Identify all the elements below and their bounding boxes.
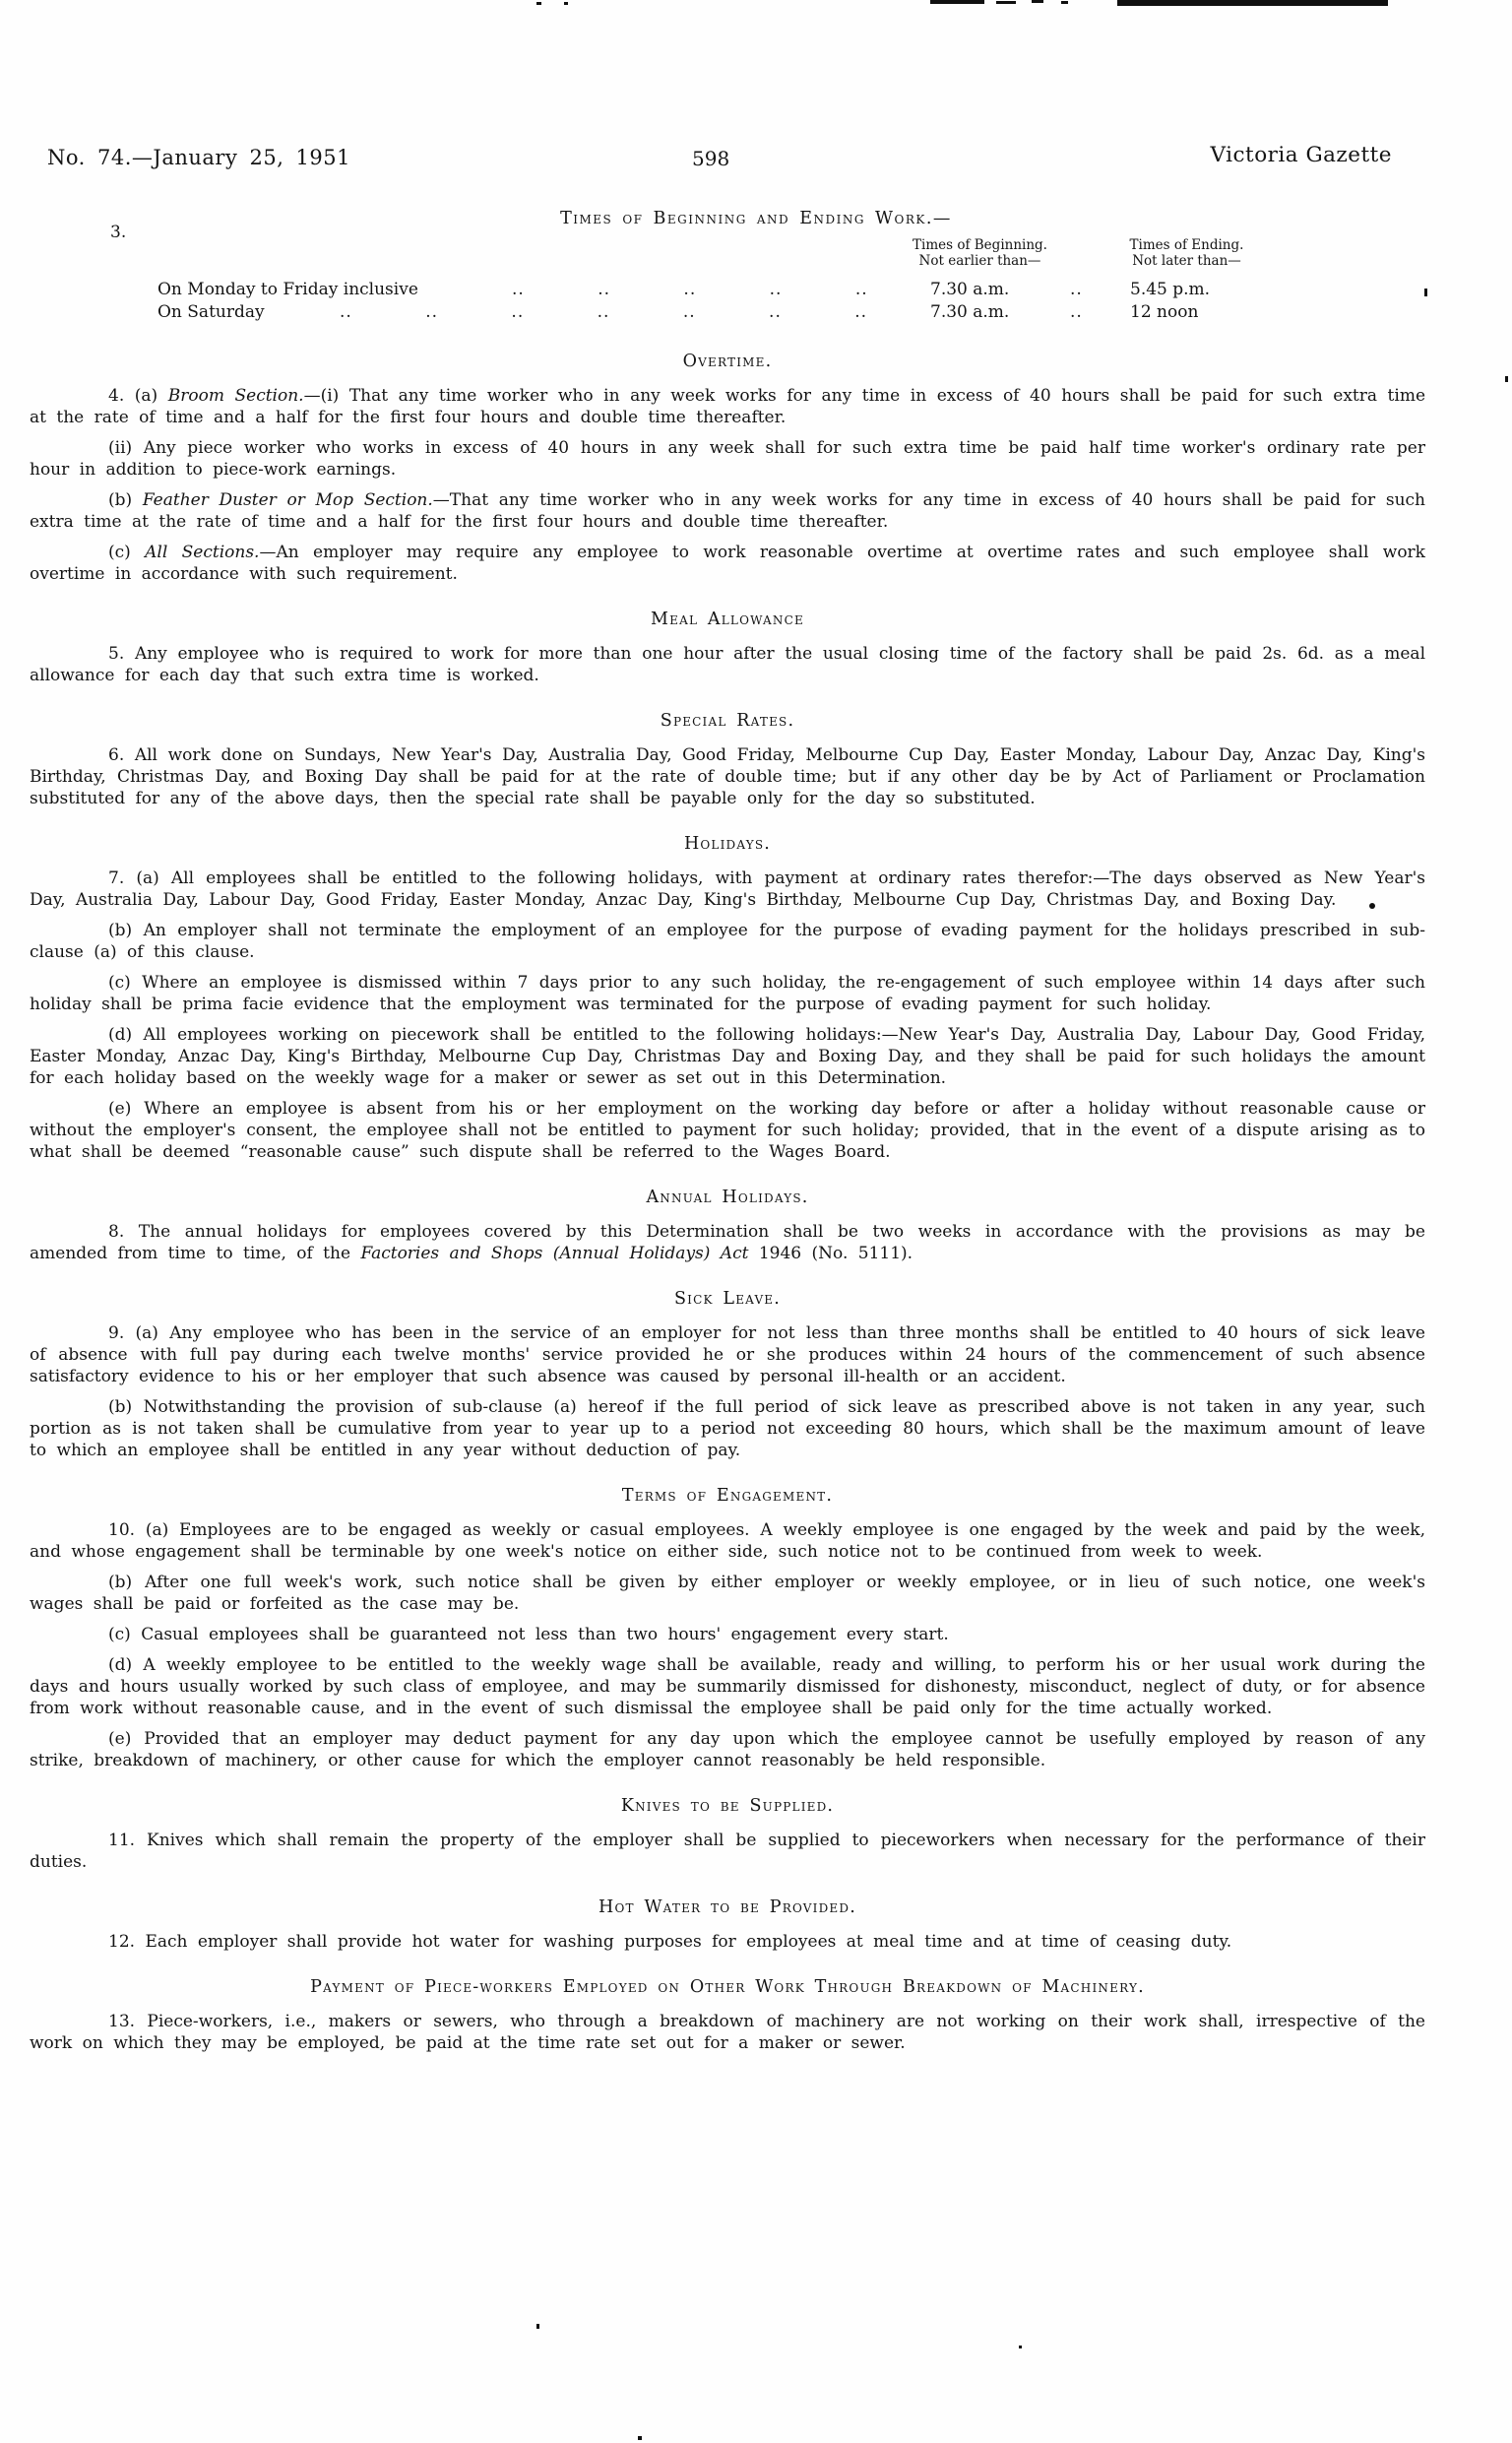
- scan-artifact: [536, 2, 541, 5]
- column-header-beginning: [889, 237, 1071, 269]
- clause-paragraph: [30, 542, 1425, 585]
- clause-paragraph: [30, 1519, 1425, 1563]
- ending-time: 5.45 p.m.: [1130, 280, 1211, 299]
- text-segment: (d) A weekly employee to be entitled to the weekly wage shall be available, ready and willing, to perform his or her usual work during the days and hours usually worked by such class of employee, and may be summarily dismissed for dishonesty, misconduct, neglect of duty, or for absence from work without reasonable cause, and in the event of such dismissal the employee shall be paid only for the time actually worked.: [30, 1655, 1425, 1718]
- text-segment: (c) Casual employees shall be guaranteed not less than two hours' engagement every start.: [108, 1625, 949, 1644]
- leader-dots: .. .. .. .. .. .. ..: [340, 302, 868, 322]
- text-segment: 1946 (No. 5111).: [748, 1244, 914, 1263]
- beginning-time: 7.30 a.m.: [930, 302, 1010, 322]
- clause-paragraph: [30, 1024, 1425, 1089]
- scan-artifact: [1505, 376, 1508, 382]
- text-segment: (b): [108, 490, 143, 510]
- clause-paragraph: [30, 643, 1425, 686]
- column-header-line: Times of Ending.: [1129, 237, 1244, 253]
- clause-paragraph: [30, 1931, 1425, 1953]
- clause-paragraph: [30, 437, 1425, 481]
- section-heading: Holidays.: [683, 834, 772, 854]
- text-segment: 9. (a) Any employee who has been in the service of an employer for not less than three months shall be entitled to 40 hours of sick leave of absence with full pay during each twelve months' service provided he or she produces within 24 hours of the commencement of such absence satisfactory evidence to his or her employer that such absence was caused by personal ill-health or an accident.: [30, 1323, 1425, 1386]
- scan-artifact: [1019, 2346, 1022, 2348]
- text-segment: 13. Piece-workers, i.e., makers or sewers, who through a breakdown of machinery are not working on their work shall, irrespective of the work on which they may be employed, be paid at the time rate set out for a maker or sewer.: [30, 2012, 1425, 2053]
- leader-dots: ..: [1070, 302, 1083, 322]
- section-heading: Terms of Engagement.: [621, 1486, 834, 1506]
- row-label: On Monday to Friday inclusive: [158, 280, 418, 299]
- column-header-ending: [1096, 237, 1278, 269]
- clause-paragraph: [30, 1322, 1425, 1387]
- text-segment: 7. (a) All employees shall be entitled to the following holidays, with payment at ordinary rates therefor:—The days observed as New Year's Day, Australia Day, Labour Day, Good Friday, Easter Monday, Anzac Day, King's Birthday, Melbourne Cup Day, Christmas Day, and Boxing Day.: [30, 868, 1425, 910]
- scan-artifact: [1061, 1, 1068, 4]
- column-header-line: Times of Beginning.: [913, 237, 1047, 253]
- times-work-heading: Times of Beginning and Ending Work.—: [560, 209, 952, 228]
- text-segment: 12. Each employer shall provide hot water for washing purposes for employees at meal time and at time of ceasing duty.: [108, 1932, 1232, 1952]
- clause-paragraph: [30, 972, 1425, 1015]
- issue-and-date: No. 74.—January 25, 1951: [47, 146, 350, 169]
- scan-artifact: [638, 2436, 642, 2440]
- text-segment: 10. (a) Employees are to be engaged as weekly or casual employees. A weekly employee is one engaged by the week and paid by the week, and whose engagement shall be terminable by one week's notice on either side, such notice not to be continued from week to week.: [30, 1520, 1425, 1562]
- text-segment: —That any time worker who in any week works for any time in excess of 40 hours shall be paid for such extra time at the rate of time and a half for the first four hours and double time thereafter.: [30, 490, 1425, 532]
- scan-artifact: [996, 1, 1016, 4]
- text-segment: 5. Any employee who is required to work for more than one hour after the usual closing time of the factory shall be paid 2s. 6d. as a meal allowance for each day that such extra time is worked.: [30, 644, 1425, 685]
- scan-artifact: [536, 2324, 539, 2329]
- publication-title: Victoria Gazette: [1210, 143, 1392, 167]
- column-header-line: Not later than—: [1132, 253, 1241, 269]
- text-segment: (b) An employer shall not terminate the employment of an employee for the purpose of evading payment for the holidays prescribed in sub-clause (a) of this clause.: [30, 921, 1425, 962]
- text-segment: (e) Provided that an employer may deduct payment for any day upon which the employee cannot be usefully employed by reason of any strike, breakdown of machinery, or other cause for which the employer cannot reasonably be held responsible.: [30, 1729, 1425, 1770]
- section-heading: Meal Allowance: [651, 610, 804, 629]
- clause-paragraph: [30, 868, 1425, 911]
- clause-paragraph: [30, 385, 1425, 428]
- section-heading: Annual Holidays.: [646, 1188, 809, 1207]
- clause-paragraph: [30, 1830, 1425, 1873]
- section-heading: Hot Water to be Provided.: [598, 1897, 856, 1917]
- text-segment: 8. The annual holidays for employees covered by this Determination shall be two weeks in accordance with the provisions as may be amended from time to time, of the: [30, 1222, 1425, 1263]
- table-row: [0, 280, 1512, 302]
- row-label: On Saturday: [158, 302, 265, 322]
- leader-dots: ..: [1070, 280, 1083, 299]
- clause-paragraph: [30, 2011, 1425, 2054]
- beginning-time: 7.30 a.m.: [930, 280, 1010, 299]
- leader-dots: .. .. .. .. ..: [512, 280, 868, 299]
- text-segment: (b) After one full week's work, such notice shall be given by either employer or weekly employee, or in lieu of such notice, one week's wages shall be paid or forfeited as the case may be.: [30, 1573, 1425, 1614]
- italic-text-segment: Feather Duster or Mop Section.: [142, 490, 433, 510]
- italic-text-segment: Factories and Shops (Annual Holidays) Act: [360, 1244, 749, 1263]
- italic-text-segment: Broom Section.: [167, 386, 304, 406]
- text-segment: 11. Knives which shall remain the property of the employer shall be supplied to pieceworkers when necessary for the performance of their duties.: [30, 1831, 1425, 1872]
- section-heading: Overtime.: [682, 352, 773, 371]
- text-segment: (c): [108, 543, 146, 562]
- ending-time: 12 noon: [1130, 302, 1199, 322]
- clause-paragraph: [30, 1098, 1425, 1163]
- text-segment: 4. (a): [108, 386, 168, 406]
- scan-artifact: [1117, 0, 1388, 6]
- column-header-line: Not earlier than—: [918, 253, 1041, 269]
- text-segment: —An employer may require any employee to work reasonable overtime at overtime rates and such employee shall work overtime in accordance with such requirement.: [30, 543, 1425, 584]
- clause-number: 3.: [110, 223, 127, 242]
- text-segment: 6. All work done on Sundays, New Year's Day, Australia Day, Good Friday, Melbourne Cup Day, Easter Monday, Labour Day, Anzac Day, King's Birthday, Christmas Day, and Boxing Day shall be paid for at the rate of double time; but if any other day be by Act of Parliament or Proclamation substituted for any of the above days, then the special rate shall be payable only for the day so substituted.: [30, 745, 1425, 808]
- text-segment: —(i) That any time worker who in any week works for any time in excess of 40 hours shall be paid for such extra time at the rate of time and a half for the first four hours and double time thereafter.: [30, 386, 1425, 427]
- scan-artifact: [930, 0, 984, 4]
- clause-paragraph: [30, 1221, 1425, 1264]
- clause-paragraph: [30, 1572, 1425, 1615]
- page-number: 598: [692, 147, 730, 170]
- text-segment: (e) Where an employee is absent from his or her employment on the working day before or after a holiday without reasonable cause or without the employer's consent, the employee shall not be entitled to payment for such holiday; provided, that in the event of a dispute arising as to what shall be deemed “reasonable cause” such dispute shall be referred to the Wages Board.: [30, 1099, 1425, 1162]
- clause-paragraph: [30, 1624, 1425, 1645]
- text-segment: (d) All employees working on piecework shall be entitled to the following holidays:—New Year's Day, Australia Day, Labour Day, Good Friday, Easter Monday, Anzac Day, King's Birthday, Melbourne Cup Day, Christmas Day and Boxing Day, and they shall be paid for such holidays the amount for each holiday based on the weekly wage for a maker or sewer as set out in this Determination.: [30, 1025, 1425, 1088]
- clause-paragraph: [30, 1728, 1425, 1771]
- clause-paragraph: [30, 920, 1425, 963]
- table-row: [0, 302, 1512, 325]
- scan-artifact: [1032, 0, 1043, 3]
- text-segment: (b) Notwithstanding the provision of sub-clause (a) hereof if the full period of sick leave as prescribed above is not taken in any year, such portion as is not taken shall be cumulative from year to year up to a period not exceeding 80 hours, which shall be the maximum amount of leave to which an employee shall be entitled in any year without deduction of pay.: [30, 1397, 1425, 1460]
- italic-text-segment: All Sections.: [145, 543, 260, 562]
- text-segment: (c) Where an employee is dismissed within 7 days prior to any such holiday, the re-engagement of such employee within 14 days after such holiday shall be prima facie evidence that the employment was terminated for the purpose of evading payment for such holiday.: [30, 973, 1425, 1014]
- clause-paragraph: [30, 1654, 1425, 1719]
- clause-paragraph: [30, 489, 1425, 533]
- clause-paragraph: [30, 744, 1425, 809]
- section-heading: Knives to be Supplied.: [620, 1796, 835, 1816]
- section-heading: Special Rates.: [660, 711, 795, 731]
- text-segment: (ii) Any piece worker who works in excess of 40 hours in any week shall for such extra time be paid half time worker's ordinary rate per hour in addition to piece-work earnings.: [30, 438, 1425, 480]
- section-heading: Sick Leave.: [673, 1289, 782, 1309]
- clause-paragraph: [30, 1396, 1425, 1461]
- sections-container: [30, 345, 1425, 2063]
- section-heading: Payment of Piece-workers Employed on Other Work Through Breakdown of Machinery.: [310, 1977, 1145, 1997]
- scan-artifact: [564, 2, 568, 5]
